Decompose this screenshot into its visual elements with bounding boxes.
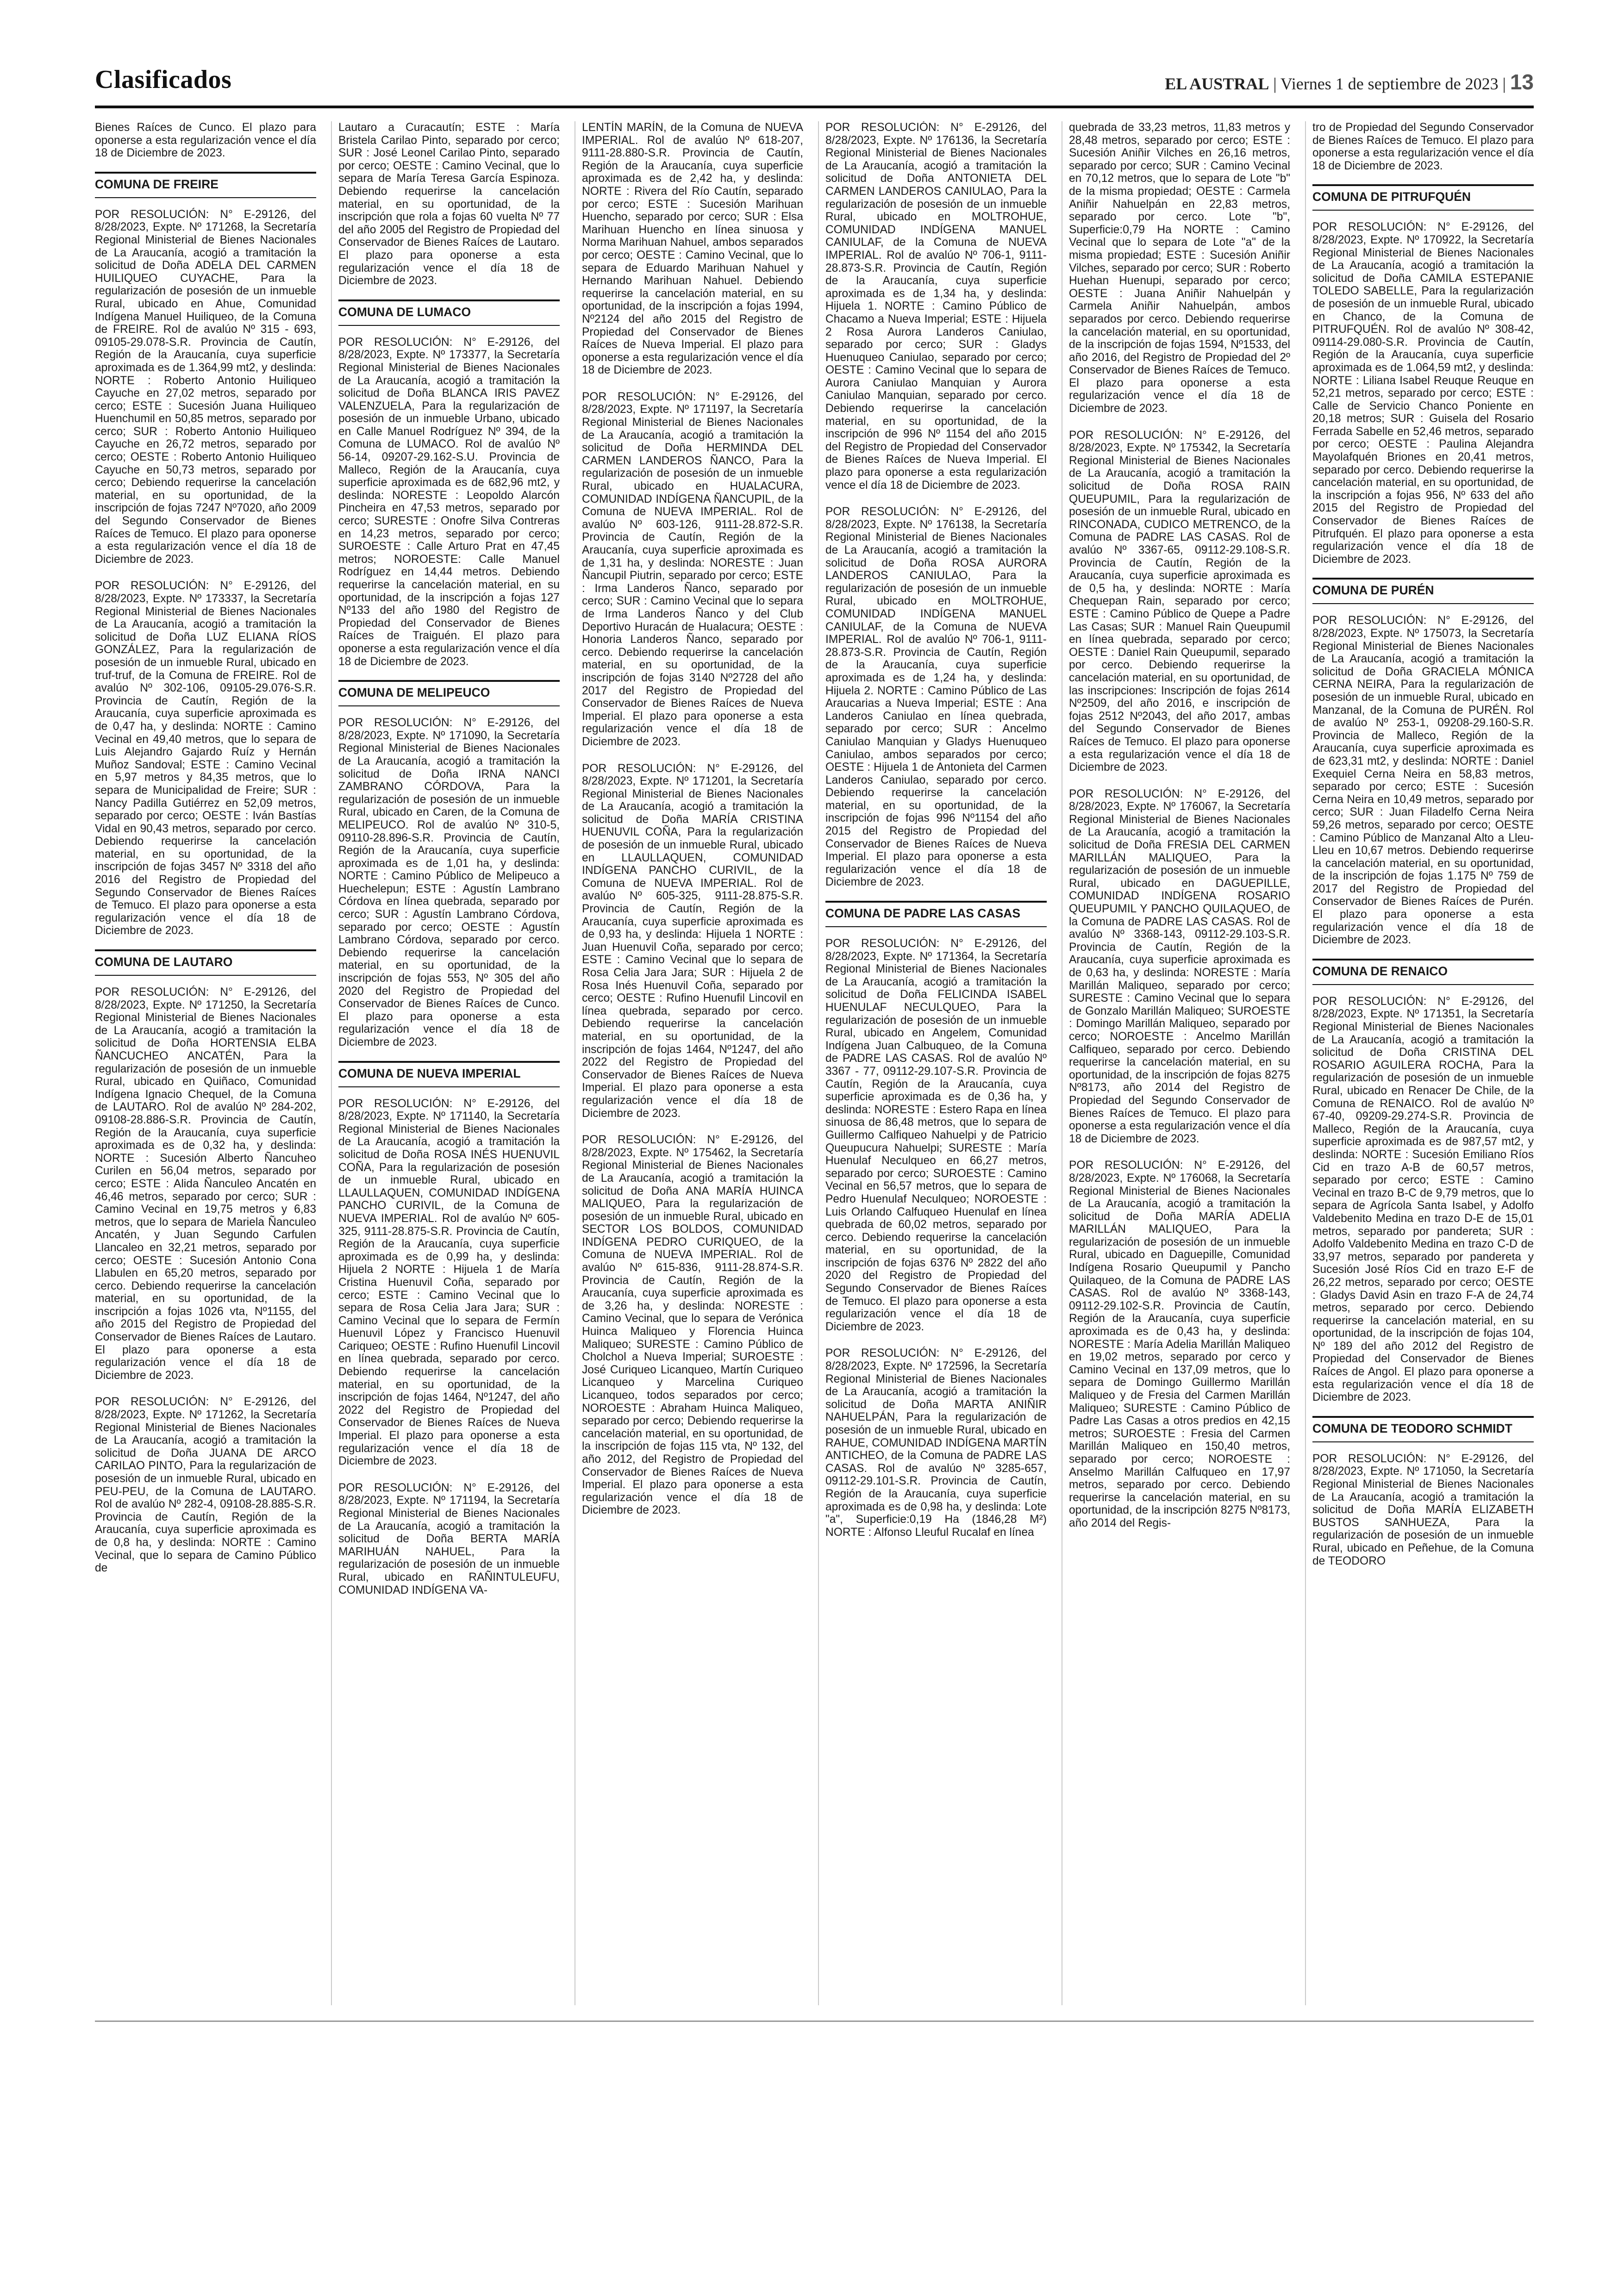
header-rule [95, 106, 1534, 108]
notice: POR RESOLUCIÓN: N° E-29126, del 8/28/2023, Expte. Nº 171351, la Secretaría Regional Ministerial de Bienes Nacionales de La Araucanía, acogió a tramitación la solicitud de Doña CRISTINA DEL ROSARIO AGUILERA ROCHA, Para la regularización de posesión de un inmueble Rural, ubicado en Renacer De Chile, de la Comuna de RENAICO. Rol de avalúo Nº 67-40, 09209-29.274-S.R. Provincia de Malleco, Región de la Araucanía, cuya superficie aproximada es de 987,57 mt2, y deslinda: NORTE : Sucesión Emiliano Ríos Cid en trazo A-B de 60,57 metros, separado por cerco; ESTE : Camino Vecinal en trazo B-C de 9,79 metros, que lo separa de Agrícola Santa Isabel, y Adolfo Valdebenito Medina en trazo D-E de 15,01 metros, separado por pandereta; SUR : Adolfo Valdebenito Medina en trazo C-D de 33,97 metros, separado por pandereta y Sucesión José Ríos Cid en trazo E-F de 26,22 metros, separado por cerco; OESTE : Gladys David Asin en trazo F-A de 24,74 metros, separado por cerco. Debiendo requerirse la cancelación material, en su oportunidad, de la inscripción de fojas 104, Nº 189 del año 2012 del Registro de Propiedad del Conservador de Bienes Raíces de Angol. El plazo para oponerse a esta regularización vence el día 18 de Diciembre de 2023. [1312, 995, 1534, 1404]
masthead [1165, 69, 1534, 94]
notice: POR RESOLUCIÓN: N° E-29126, del 8/28/2023, Expte. Nº 176068, la Secretaría Regional Ministerial de Bienes Nacionales de La Araucanía, acogió a tramitación la solicitud de Doña MARÍA ADELIA MARILLÁN MALIQUEO, Para la regularización de posesión de un inmueble Rural, ubicado en Daguepille, Comunidad Indígena Rosario Queupumil y Pancho Quilaqueo, de la Comuna de PADRE LAS CASAS. Rol de avalúo Nº 3368-143, 09112-29.102-S.R. Provincia de Cautín, Región de la Araucanía, cuya superficie aproximada es de 0,43 ha, y deslinda: NORESTE : María Adelia Marillán Maliqueo en 19,02 metros, separado por cerco y Camino Vecinal en 137,09 metros, que lo separa de Domingo Guillermo Marillán Maliqueo y de Fresia del Carmen Marillán Maliqueo; SURESTE : Camino Público de Padre Las Casas a otros predios en 42,15 metros; SUROESTE : Fresia del Carmen Marillán Maliqueo en 150,40 metros, separado por cerco; NOROESTE : Anselmo Marillán Calfuqueo en 17,97 metros, separado por cerco. Debiendo requerirse la cancelación material, en su oportunidad, de la inscripción 8275 Nº8173, año 2014 del Regis- [1069, 1159, 1290, 1529]
section-heading-freire: COMUNA DE FREIRE [95, 172, 316, 198]
section-heading-padre-las-casas: COMUNA DE PADRE LAS CASAS [825, 901, 1047, 927]
notice: POR RESOLUCIÓN: N° E-29126, del 8/28/2023, Expte. Nº 173337, la Secretaría Regional Ministerial de Bienes Nacionales de La Araucanía, acogió a tramitación la solicitud de Doña LUZ ELIANA RÍOS GONZÁLEZ, Para la regularización de posesión de un inmueble Rural, ubicado en truf-truf, de la Comuna de FREIRE. Rol de avalúo Nº 302-106, 09105-29.076-S.R. Provincia de Cautín, Región de la Araucanía, cuya superficie aproximada es de 0,47 ha, y deslinda: NORTE : Camino Vecinal en 49,40 metros, que lo separa de Luis Alejandro Gajardo Ruíz y Hernán Muñoz Sandoval; ESTE : Camino Vecinal en 5,97 metros y 84,35 metros, que lo separa de Municipalidad de Freire; SUR : Nancy Padilla Gutiérrez en 52,09 metros, separado por cerco; OESTE : Iván Bastías Vidal en 90,43 metros, separado por cerco. Debiendo requerirse la cancelación material, en su oportunidad, de la inscripción de fojas 3457 Nº 3318 del año 2016 del Registro de Propiedad del Segundo Conservador de Bienes Raíces de Temuco. El plazo para oponerse a esta regularización vence el día 18 de Diciembre de 2023. [95, 580, 316, 937]
notice: POR RESOLUCIÓN: N° E-29126, del 8/28/2023, Expte. Nº 175462, la Secretaría Regional Ministerial de Bienes Nacionales de La Araucanía, acogió a tramitación la solicitud de Doña ANA MARÍA HUINCA MALIQUEO, Para la regularización de posesión de un inmueble Rural, ubicado en SECTOR LOS BOLDOS, COMUNIDAD INDÍGENA PEDRO CURIQUEO, de la Comuna de NUEVA IMPERIAL. Rol de avalúo Nº 615-836, 9111-28.874-S.R. Provincia de Cautín, Región de la Araucanía, cuya superficie aproximada es de 3,26 ha, y deslinda: NORESTE : Camino Vecinal, que lo separa de Verónica Huinca Maliqueo y Florencia Huinca Maliqueo; SURESTE : Camino Público de Cholchol a Nueva Imperial; SUROESTE : José Curiqueo Licanqueo, Martín Curiqueo Licanqueo y Marcelina Curiqueo Licanqueo, todos separados por cerco; NOROESTE : Abraham Huinca Maliqueo, separado por cerco; Debiendo requerirse la cancelación material, en su oportunidad, de la inscripción de fojas 115 vta, Nº 132, del año 2012, del Registro de Propiedad del Conservador de Bienes Raíces de Nueva Imperial. El plazo para oponerse a esta regularización vence el día 18 de Diciembre de 2023. [582, 1134, 803, 1517]
notice: POR RESOLUCIÓN: N° E-29126, del 8/28/2023, Expte. Nº 171140, la Secretaría Regional Ministerial de Bienes Nacionales de La Araucanía, acogió a tramitación la solicitud de Doña ROSA INÉS HUENUVIL COÑA, Para la regularización de posesión de un inmueble Rural, ubicado en LLAULLAQUEN, COMUNIDAD INDÍGENA PANCHO CURIVIL, de la Comuna de NUEVA IMPERIAL. Rol de avalúo Nº 605-325, 9111-28.875-S.R. Provincia de Cautín, Región de la Araucanía, cuya superficie aproximada es de 0,99 ha, y deslinda: Hijuela 2 NORTE : Hijuela 1 de María Cristina Huenuvil Coña, separado por cerco; ESTE : Camino Vecinal que lo separa de Rosa Celia Jara Jara; SUR : Camino Vecinal que lo separa de Fermín Huenuvil López y Francisco Huenuvil Cariqueo; OESTE : Rufino Huenufil Lincovil en línea quebrada, separado por cerco. Debiendo requerirse la cancelación material, en su oportunidad, de la inscripción de fojas 1464, Nº1247, del año 2022 del Registro de Propiedad del Conservador de Bienes Raíces de Nueva Imperial. El plazo para oponerse a esta regularización vence el día 18 de Diciembre de 2023. [338, 1097, 560, 1468]
section-heading-renaico: COMUNA DE RENAICO [1312, 959, 1534, 985]
section-heading-nueva-imperial: COMUNA DE NUEVA IMPERIAL [338, 1061, 560, 1087]
section-heading-melipeuco: COMUNA DE MELIPEUCO [338, 680, 560, 706]
notice: POR RESOLUCIÓN: N° E-29126, del 8/28/2023, Expte. Nº 175342, la Secretaría Regional Ministerial de Bienes Nacionales de La Araucanía, acogió a tramitación la solicitud de Doña ROSA RAIN QUEUPUMIL, Para la regularización de posesión de un inmueble Rural, ubicado en RINCONADA, CUDICO METRENCO, de la Comuna de PADRE LAS CASAS. Rol de avalúo Nº 3367-65, 09112-29.108-S.R. Provincia de Cautín, Región de la Araucanía, cuya superficie aproximada es de 0,5 ha, y deslinda: NORTE : María Chequepan Rain, separado por cerco; ESTE : Camino Público de Quepe a Padre Las Casas; SUR : Manuel Rain Queupumil en línea quebrada, separado por cerco; OESTE : Daniel Rain Queupumil, separado por cerco. Debiendo requerirse la cancelación material, en su oportunidad, de las inscripciones: Inscripción de fojas 2614 Nº2509, del año 2016, e inscripción de fojas 2512 Nº2043, del año 2017, ambas del Segundo Conservador de Bienes Raíces de Temuco. El plazo para oponerse a esta regularización vence el día 18 de Diciembre de 2023. [1069, 429, 1290, 774]
section-heading-lautaro: COMUNA DE LAUTARO [95, 949, 316, 976]
column-6 [1305, 121, 1534, 2005]
header-separator: | [1269, 75, 1280, 93]
page-number: 13 [1510, 70, 1534, 94]
section-heading-teodoro-schmidt: COMUNA DE TEODORO SCHMIDT [1312, 1416, 1534, 1442]
notice-continuation: quebrada de 33,23 metros, 11,83 metros y 28,48 metros, separado por cerco; ESTE : Sucesión Aniñir Vilches en 26,16 metros, separado por cerco; SUR : Camino Vecinal en 70,12 metros, que lo separa de Lote "b" de la misma propiedad; OESTE : Carmela Aniñir Nahuelpán en 22,83 metros, separado por cerco. Lote "b", Superficie:0,79 Ha NORTE : Camino Vecinal que lo separa de Lote "a" de la misma propiedad; ESTE : Sucesión Aniñir Vilches, separado por cerco; SUR : Roberto Huehan Huenupi, separado por cerco; OESTE : Juana Aniñir Nahuelpán y Carmela Aniñir Nahuelpán, ambos separados por cerco. Debiendo requerirse la cancelación material, en su oportunidad, de la inscripción de fojas 1594, Nº1533, del año 2016, del Registro de Propiedad del 2º Conservador de Bienes Raíces de Temuco. El plazo para oponerse a esta regularización vence el día 18 de Diciembre de 2023. [1069, 121, 1290, 415]
notice: POR RESOLUCIÓN: N° E-29126, del 8/28/2023, Expte. Nº 171197, la Secretaría Regional Ministerial de Bienes Nacionales de La Araucanía, acogió a tramitación la solicitud de Doña HERMINDA DEL CARMEN LANDEROS ÑANCO, Para la regularización de posesión de un inmueble Rural, ubicado en HUALACURA, COMUNIDAD INDÍGENA ÑANCUPIL, de la Comuna de NUEVA IMPERIAL. Rol de avalúo Nº 603-126, 9111-28.872-S.R. Provincia de Cautín, Región de la Araucanía, cuya superficie aproximada es de 1,31 ha, y deslinda: NORESTE : Juan Ñancupil Piutrin, separado por cerco; ESTE : Irma Landeros Ñanco, separado por cerco; SUR : Camino Vecinal que lo separa de Irma Landeros Ñanco y del Club Deportivo Huracán de Hualacura; OESTE : Honoria Landeros Ñanco, separado por cerco. Debiendo requerirse la cancelación material, en su oportunidad, de la inscripción de fojas 3140 Nº2728 del año 2017 del Registro de Propiedad del Conservador de Bienes Raíces de Nueva Imperial. El plazo para oponerse a esta regularización vence el día 18 de Diciembre de 2023. [582, 390, 803, 748]
issue-date: Viernes 1 de septiembre de 2023 [1280, 75, 1499, 93]
notice-continuation: LENTÍN MARÍN, de la Comuna de NUEVA IMPERIAL. Rol de avalúo Nº 618-207, 9111-28.880-S.R. Provincia de Cautín, Región de la Araucanía, cuya superficie aproximada es de 2,42 ha, y deslinda: NORTE : Rivera del Río Cautín, separado por cerco; ESTE : Sucesión Marihuan Huencho, separado por cerco; SUR : Elsa Marihuan Huencho en línea sinuosa y Norma Marihuan Nahuel, ambos separados por cerco; OESTE : Camino Vecinal, que lo separa de Eduardo Marihuan Nahuel y Hernando Marihuan Nahuel. Debiendo requerirse la cancelación material, en su oportunidad, de la inscripción a fojas 1994, Nº2124 del año 2015 del Registro de Propiedad del Conservador de Bienes Raíces de Nueva Imperial. El plazo para oponerse a esta regularización vence el día 18 de Diciembre de 2023. [582, 121, 803, 377]
section-title: Clasificados [95, 65, 232, 94]
column-1 [95, 121, 323, 2005]
notice: POR RESOLUCIÓN: N° E-29126, del 8/28/2023, Expte. Nº 171194, la Secretaría Regional Ministerial de Bienes Nacionales de La Araucanía, acogió a tramitación la solicitud de Doña BERTA MARÍA MARIHUÁN NAHUEL, Para la regularización de posesión de un inmueble Rural, ubicado en RAÑINTULEUFU, COMUNIDAD INDÍGENA VA- [338, 1481, 560, 1597]
section-heading-pitrufquen: COMUNA DE PITRUFQUÉN [1312, 184, 1534, 211]
notice: POR RESOLUCIÓN: N° E-29126, del 8/28/2023, Expte. Nº 176067, la Secretaría Regional Ministerial de Bienes Nacionales de La Araucanía, acogió a tramitación la solicitud de Doña FRESIA DEL CARMEN MARILLÁN MALIQUEO, Para la regularización de posesión de un inmueble Rural, ubicado en DAGUEPILLE, COMUNIDAD INDÍGENA ROSARIO QUEUPUMIL Y PANCHO QUILAQUEO, de la Comuna de PADRE LAS CASAS. Rol de avalúo Nº 3368-143, 09112-29.103-S.R. Provincia de Cautín, Región de la Araucanía, cuya superficie aproximada es de 0,63 ha, y deslinda: NORESTE : María Marillán Maliqueo, separado por cerco; SURESTE : Camino Vecinal que lo separa de Gonzalo Marillán Maliqueo; SUROESTE : Domingo Marillán Maliqueo, separado por cerco; NOROESTE : Ancelmo Marillán Calfiqueo, separado por cerco. Debiendo requerirse la cancelación material, en su oportunidad, de la inscripción de fojas 8275 Nº8173, año 2014 del Registro de Propiedad del Segundo Conservador de Bienes Raíces de Temuco. El plazo para oponerse a esta regularización vence el día 18 de Diciembre de 2023. [1069, 787, 1290, 1145]
column-3 [575, 121, 810, 2005]
notice: POR RESOLUCIÓN: N° E-29126, del 8/28/2023, Expte. Nº 173377, la Secretaría Regional Ministerial de Bienes Nacionales de La Araucanía, acogió a tramitación la solicitud de Doña BLANCA IRIS PAVEZ VALENZUELA, Para la regularización de posesión de un inmueble Urbano, ubicado en Calle Manuel Rodríguez Nº 394, de la Comuna de LUMACO. Rol de avalúo Nº 56-14, 09207-29.162-S.U. Provincia de Malleco, Región de la Araucanía, cuya superficie aproximada es de 682,96 mt2, y deslinda: NORESTE : Leopoldo Alarcón Pincheira en 47,53 metros, separado por cerco; SURESTE : Onofre Silva Contreras en 14,23 metros, separado por cerco; SUROESTE : Calle Arturo Prat en 47,45 metros; NOROESTE: Calle Manuel Rodríguez en 14,44 metros. Debiendo requerirse la cancelación material, en su oportunidad, de la inscripción a fojas 127 Nº133 del año 1980 del Registro de Propiedad del Conservador de Bienes Raíces de Traiguén. El plazo para oponerse a esta regularización vence el día 18 de Diciembre de 2023. [338, 336, 560, 668]
notice: POR RESOLUCIÓN: N° E-29126, del 8/28/2023, Expte. Nº 171364, la Secretaría Regional Ministerial de Bienes Nacionales de La Araucanía, acogió a tramitación la solicitud de Doña FELICINDA ISABEL HUENULAF NECULQUEO, Para la regularización de posesión de un inmueble Rural, ubicado en Angelem, Comunidad Indígena Juan Calbuqueo, de la Comuna de PADRE LAS CASAS. Rol de avalúo Nº 3367 - 77, 09112-29.107-S.R. Provincia de Cautín, Región de la Araucanía, cuya superficie aproximada es de 0,36 ha, y deslinda: NORESTE : Estero Rapa en línea sinuosa de 86,48 metros, que lo separa de Guillermo Calfiqueo Nahuelpi y de Patricio Queupucura Nahuelpi; SURESTE : María Huenulaf Neculqueo en 66,27 metros, separado por cerco; SUROESTE : Camino Vecinal en 56,57 metros, que lo separa de Pedro Huenulaf Neculqueo; NOROESTE : Luis Orlando Calfuqueo Huenulaf en línea quebrada de 60,02 metros, separado por cerco. Debiendo requerirse la cancelación material, en su oportunidad, de la inscripción de fojas 6376 Nº 2822 del año 2020 del Registro de Propiedad del Segundo Conservador de Bienes Raíces de Temuco. El plazo para oponerse a esta regularización vence el día 18 de Diciembre de 2023. [825, 937, 1047, 1333]
column-2 [331, 121, 566, 2005]
notice: POR RESOLUCIÓN: N° E-29126, del 8/28/2023, Expte. Nº 171262, la Secretaría Regional Ministerial de Bienes Nacionales de La Araucanía, acogió a tramitación la solicitud de Doña JUANA DE ARCO CARILAO PINTO, Para la regularización de posesión de un inmueble Rural, ubicado en PEU-PEU, de la Comuna de LAUTARO. Rol de avalúo Nº 282-4, 09108-28.885-S.R. Provincia de Cautín, Región de la Araucanía, cuya superficie aproximada es de 0,8 ha, y deslinda: NORTE : Camino Vecinal, que lo separa de Camino Público de [95, 1396, 316, 1575]
section-heading-puren: COMUNA DE PURÉN [1312, 578, 1534, 604]
notice: POR RESOLUCIÓN: N° E-29126, del 8/28/2023, Expte. Nº 171090, la Secretaría Regional Ministerial de Bienes Nacionales de La Araucanía, acogió a tramitación la solicitud de Doña IRNA NANCI ZAMBRANO CÓRDOVA, Para la regularización de posesión de un inmueble Rural, ubicado en Caren, de la Comuna de MELIPEUCO. Rol de avalúo Nº 310-5, 09110-28.896-S.R. Provincia de Cautín, Región de la Araucanía, cuya superficie aproximada es de 1,01 ha, y deslinda: NORTE : Camino Público de Melipeuco a Huechelepun; ESTE : Agustín Lambrano Córdova en línea quebrada, separado por cerco; SUR : Agustín Lambrano Córdova, separado por cerco; OESTE : Agustín Lambrano Córdova, separado por cerco. Debiendo requerirse la cancelación material, en su oportunidad, de la inscripción de fojas 553, Nº 305 del año 2020 del Registro de Propiedad del Conservador de Bienes Raíces de Cunco. El plazo para oponerse a esta regularización vence el día 18 de Diciembre de 2023. [338, 717, 560, 1048]
notice: POR RESOLUCIÓN: N° E-29126, del 8/28/2023, Expte. Nº 170922, la Secretaría Regional Ministerial de Bienes Nacionales de La Araucanía, acogió a tramitación la solicitud de Doña CAMILA ESTEPANIE TOLEDO SABELLE, Para la regularización de posesión de un inmueble Rural, ubicado en Chanco, de la Comuna de PITRUFQUÉN. Rol de avalúo Nº 308-42, 09114-29.080-S.R. Provincia de Cautín, Región de la Araucanía, cuya superficie aproximada es de 1.064,59 mt2, y deslinda: NORTE : Liliana Isabel Reuque Reuque en 52,21 metros, separado por cerco; ESTE : Calle de Servicio Chanco Poniente en 20,18 metros; SUR : Guisela del Rosario Ferrada Sabelle en 52,46 metros, separado por cerco; OESTE : Paulina Alejandra Mayolafquén Briones en 20,41 metros, separado por cerco. Debiendo requerirse la cancelación material, en su oportunidad, de la inscripción a fojas 956, Nº 633 del año 2015 del Registro de Propiedad del Conservador de Bienes Raíces de Pitrufquén. El plazo para oponerse a esta regularización vence el día 18 de Diciembre de 2023. [1312, 221, 1534, 566]
notice: POR RESOLUCIÓN: N° E-29126, del 8/28/2023, Expte. Nº 175073, la Secretaría Regional Ministerial de Bienes Nacionales de La Araucanía, acogió a tramitación la solicitud de Doña GRACIELA MÓNICA CERNA NEIRA, Para la regularización de posesión de un inmueble Rural, ubicado en Manzanal, de la Comuna de PURÉN. Rol de avalúo Nº 253-1, 09208-29.160-S.R. Provincia de Malleco, Región de la Araucanía, cuya superficie aproximada es de 623,31 mt2, y deslinda: NORTE : Daniel Exequiel Cerna Neira en 58,83 metros, separado por cerco; ESTE : Sucesión Cerna Neira en 10,49 metros, separado por cerco; SUR : Juan Filadelfo Cerna Neira 59,26 metros, separado por cerco; OESTE : Camino Público de Manzanal Alto a Lleu-Lleu en 10,67 metros. Debiendo requerirse la cancelación material, en su oportunidad, de la inscripción de fojas 1.175 Nº 759 de 2017 del Registro de Propiedad del Conservador de Bienes Raíces de Purén. El plazo para oponerse a esta regularización vence el día 18 de Diciembre de 2023. [1312, 614, 1534, 947]
notice-continuation: tro de Propiedad del Segundo Conservador de Bienes Raíces de Temuco. El plazo para oponerse a esta regularización vence el día 18 de Diciembre de 2023. [1312, 121, 1534, 172]
notice: POR RESOLUCIÓN: N° E-29126, del 8/28/2023, Expte. Nº 171201, la Secretaría Regional Ministerial de Bienes Nacionales de La Araucanía, acogió a tramitación la solicitud de Doña MARÍA CRISTINA HUENUVIL COÑA, Para la regularización de posesión de un inmueble Rural, ubicado en LLAULLAQUEN, COMUNIDAD INDÍGENA PANCHO CURIVIL, de la Comuna de NUEVA IMPERIAL. Rol de avalúo Nº 605-325, 9111-28.875-S.R. Provincia de Cautín, Región de la Araucanía, cuya superficie aproximada es de 0,93 ha, y deslinda: Hijuela 1 NORTE : Juan Huenuvil Coña, separado por cerco; ESTE : Camino Vecinal que lo separa de Rosa Celia Jara Jara; SUR : Hijuela 2 de Rosa Inés Huenuvil Coña, separado por cerco; OESTE : Rufino Huenufil Lincovil en línea quebrada, separado por cerco. Debiendo requerirse la cancelación material, en su oportunidad, de la inscripción de fojas 1464, Nº1247, del año 2022 del Registro de Propiedad del Conservador de Bienes Raíces de Nueva Imperial. El plazo para oponerse a esta regularización vence el día 18 de Diciembre de 2023. [582, 762, 803, 1120]
column-4 [818, 121, 1053, 2005]
page-separator: | [1498, 75, 1510, 93]
notice: POR RESOLUCIÓN: N° E-29126, del 8/28/2023, Expte. Nº 172596, la Secretaría Regional Ministerial de Bienes Nacionales de La Araucanía, acogió a tramitación la solicitud de Doña MARTA ANIÑIR NAHUELPÁN, Para la regularización de posesión de un inmueble Rural, ubicado en RAHUE, COMUNIDAD INDÍGENA MARTÍN ANTICHEO, de la Comuna de PADRE LAS CASAS. Rol de avalúo Nº 3285-657, 09112-29.101-S.R. Provincia de Cautín, Región de la Araucanía, cuya superficie aproximada es de 0,98 ha, y deslinda: Lote "a", Superficie:0,19 Ha (1846,28 M²) NORTE : Alfonso Lleuful Rucalaf en línea [825, 1347, 1047, 1539]
notice: POR RESOLUCIÓN: N° E-29126, del 8/28/2023, Expte. Nº 176136, la Secretaría Regional Ministerial de Bienes Nacionales de La Araucanía, acogió a tramitación la solicitud de Doña ANTONIETA DEL CARMEN LANDEROS CANIULAO, Para la regularización de posesión de un inmueble Rural, ubicado en MOLTROHUE, COMUNIDAD INDÍGENA MANUEL CANIULAF, de la Comuna de NUEVA IMPERIAL. Rol de avalúo Nº 706-1, 9111-28.873-S.R. Provincia de Cautín, Región de la Araucanía, cuya superficie aproximada es de 1,34 ha, y deslinda: Hijuela 1. NORTE : Camino Público de Chacamo a Nueva Imperial; ESTE : Hijuela 2 Rosa Aurora Landeros Caniulao, separado por cerco; SUR : Gladys Huenuqueo Caniulao, separado por cerco; OESTE : Camino Vecinal que lo separa de Aurora Caniulao Manquian y Aurora Caniulao Manquian, separado por cerco. Debiendo requerirse la cancelación material, en su oportunidad, de la inscripción de 996 Nº 1154 del año 2015 del Registro de Propiedad del Conservador de Bienes Raíces de Nueva Imperial. El plazo para oponerse a esta regularización vence el día 18 de Diciembre de 2023. [825, 121, 1047, 492]
column-5 [1062, 121, 1297, 2005]
page-header [95, 65, 1534, 102]
classifieds-columns [95, 121, 1534, 2005]
footer-rule [95, 2021, 1534, 2022]
notice: POR RESOLUCIÓN: N° E-29126, del 8/28/2023, Expte. Nº 171250, la Secretaría Regional Ministerial de Bienes Nacionales de La Araucanía, acogió a tramitación la solicitud de Doña HORTENSIA ELBA ÑANCUCHEO ANCATÉN, Para la regularización de posesión de un inmueble Rural, ubicado en Quiñaco, Comunidad Indígena Ignacio Chequel, de la Comuna de LAUTARO. Rol de avalúo Nº 284-202, 09108-28.886-S.R. Provincia de Cautín, Región de la Araucanía, cuya superficie aproximada es de 0,32 ha, y deslinda: NORTE : Sucesión Alberto Ñancuheo Curilen en 56,04 metros, separado por cerco; ESTE : Alida Ñanculeo Ancatén en 46,46 metros, separado por cerco; SUR : Camino Vecinal en 19,75 metros y 6,83 metros, que lo separa de Mariela Ñanculeo Ancatén, y Juan Segundo Carfulen Llancaleo en 32,21 metros, separado por cerco; OESTE : Sucesión Antonio Cona Llabulen en 65,20 metros, separado por cerco. Debiendo requerirse la cancelación material, en su oportunidad, de la inscripción a fojas 1026 vta, Nº1155, del año 2015 del Registro de Propiedad del Conservador de Bienes Raíces de Lautaro. El plazo para oponerse a esta regularización vence el día 18 de Diciembre de 2023. [95, 986, 316, 1382]
notice-continuation: Bienes Raíces de Cunco. El plazo para oponerse a esta regularización vence el día 18 de Diciembre de 2023. [95, 121, 316, 160]
section-heading-lumaco: COMUNA DE LUMACO [338, 299, 560, 326]
notice-continuation: Lautaro a Curacautín; ESTE : María Bristela Carilao Pinto, separado por cerco; SUR : José Leonel Carilao Pinto, separado por cerco; OESTE : Camino Vecinal, que lo separa de María Teresa García Espinoza. Debiendo requerirse la cancelación material, en su oportunidad, de la inscripción que rola a fojas 60 vuelta Nº 77 del año 2005 del Registro de Propiedad del Conservador de Bienes Raíces de Lautaro. El plazo para oponerse a esta regularización vence el día 18 de Diciembre de 2023. [338, 121, 560, 287]
notice: POR RESOLUCIÓN: N° E-29126, del 8/28/2023, Expte. Nº 176138, la Secretaría Regional Ministerial de Bienes Nacionales de La Araucanía, acogió a tramitación la solicitud de Doña ROSA AURORA LANDEROS CANIULAO, Para la regularización de posesión de un inmueble Rural, ubicado en MOLTROHUE, COMUNIDAD INDÍGENA MANUEL CANIULAF, de la Comuna de NUEVA IMPERIAL. Rol de avalúo Nº 706-1, 9111-28.873-S.R. Provincia de Cautín, Región de la Araucanía, cuya superficie aproximada es de 1,24 ha, y deslinda: Hijuela 2. NORTE : Camino Público de Las Araucarias a Nueva Imperial; ESTE : Ana Landeros Caniulao en línea quebrada, separado por cerco; SUR : Ancelmo Caniulao Manquian y Gladys Huenuqueo Caniulao, ambos separados por cerco; OESTE : Hijuela 1 de Antonieta del Carmen Landeros Caniulao, separado por cerco. Debiendo requerirse la cancelación material, en su oportunidad, de la inscripción de fojas 996 Nº1154 del año 2015 del Registro de Propiedad del Conservador de Bienes Raíces de Nueva Imperial. El plazo para oponerse a esta regularización vence el día 18 de Diciembre de 2023. [825, 505, 1047, 889]
notice: POR RESOLUCIÓN: N° E-29126, del 8/28/2023, Expte. Nº 171268, la Secretaría Regional Ministerial de Bienes Nacionales de La Araucanía, acogió a tramitación la solicitud de Doña ADELA DEL CARMEN HUILIQUEO CUYACHE, Para la regularización de posesión de un inmueble Rural, ubicado en Ahue, Comunidad Indígena Manuel Huiliqueo, de la Comuna de FREIRE. Rol de avalúo Nº 315 - 693, 09105-29.078-S.R. Provincia de Cautín, Región de la Araucanía, cuya superficie aproximada es de 1.364,99 mt2, y deslinda: NORTE : Roberto Antonio Huiliqueo Cayuche en 27,02 metros, separado por cerco; ESTE : Sucesión Juana Huiliqueo Huenchumil en 50,85 metros, separado por cerco; SUR : Roberto Antonio Huiliqueo Cayuche en 26,72 metros, separado por cerco; OESTE : Roberto Antonio Huiliqueo Cayuche en 50,73 metros, separado por cerco; Debiendo requerirse la cancelación material, en su oportunidad, de la inscripción de fojas 7247 Nº7020, año 2009 del Segundo Conservador de Bienes Raíces de Temuco. El plazo para oponerse a esta regularización vence el día 18 de Diciembre de 2023. [95, 208, 316, 566]
newspaper-name: EL AUSTRAL [1165, 75, 1269, 93]
notice: POR RESOLUCIÓN: N° E-29126, del 8/28/2023, Expte. Nº 171050, la Secretaría Regional Ministerial de Bienes Nacionales de La Araucanía, acogió a tramitación la solicitud de Doña MARÍA ELIZABETH BUSTOS SANHUEZA, Para la regularización de posesión de un inmueble Rural, ubicado en Peñehue, de la Comuna de TEODORO [1312, 1452, 1534, 1567]
